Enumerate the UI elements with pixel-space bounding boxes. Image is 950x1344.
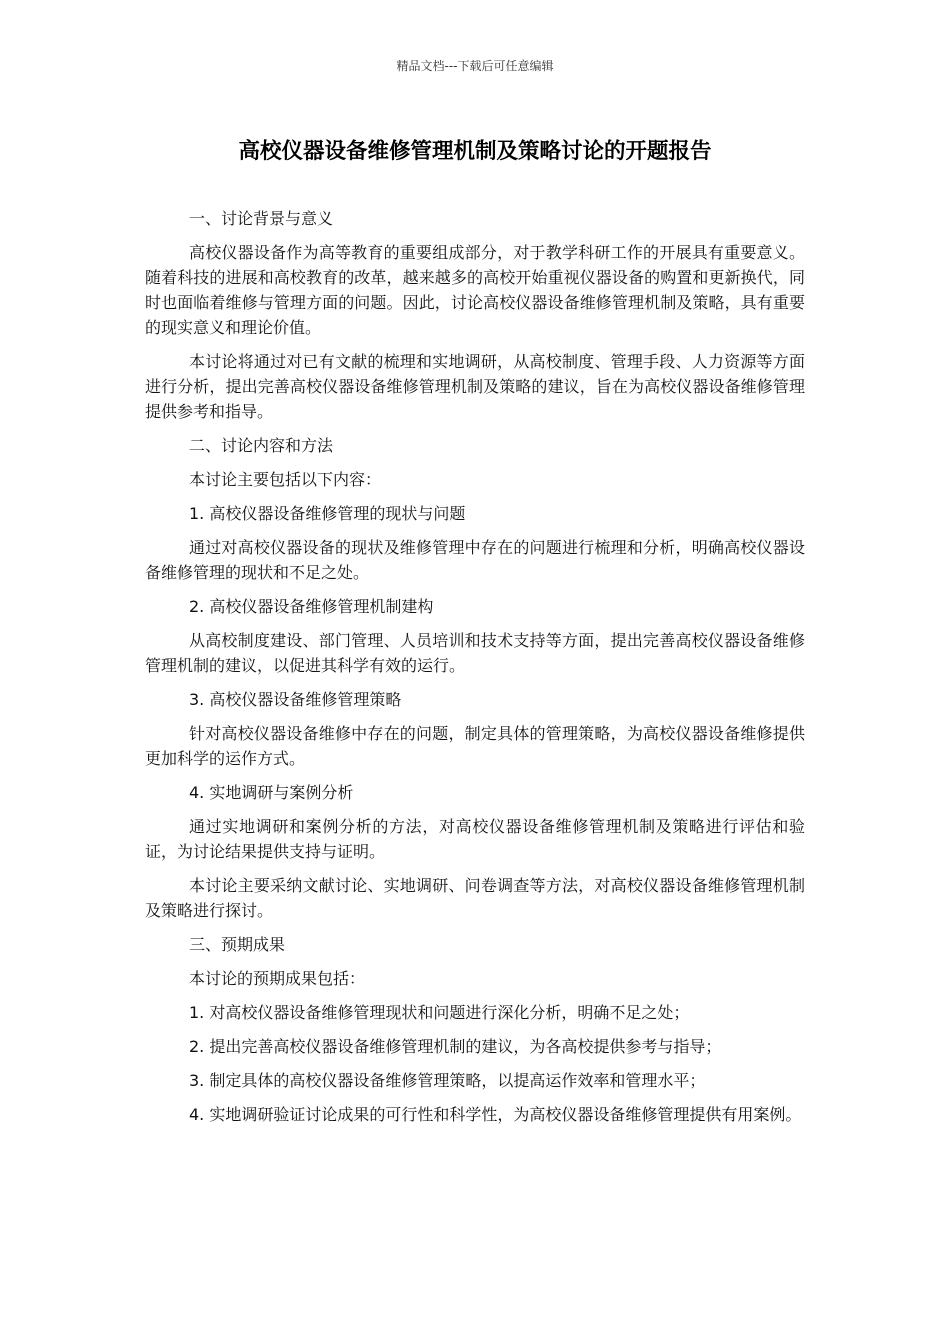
section-heading-content-method: 二、讨论内容和方法 (189, 436, 334, 455)
body-paragraph: 本讨论主要包括以下内容： (189, 470, 382, 489)
list-item-heading: 3. 高校仪器设备维修管理策略 (189, 690, 402, 709)
list-item-heading: 1. 高校仪器设备维修管理的现状与问题 (189, 504, 466, 523)
section-heading-background: 一、讨论背景与意义 (189, 209, 334, 228)
list-item-heading: 4. 实地调研与案例分析 (189, 783, 354, 802)
document-title: 高校仪器设备维修管理机制及策略讨论的开题报告 (238, 139, 712, 164)
body-paragraph: 高校仪器设备作为高等教育的重要组成部分，对于教学科研工作的开展具有重要意义。随着科技的进展和高校教育的改革，越来越多的高校开始重视仪器设备的购置和更新换代，同时也面临着维修与管理方面的问题。因此，讨论高校仪器设备维修管理机制及策略，具有重要的现实意义和理论价值。 (145, 243, 805, 337)
list-item: 4. 实地调研验证讨论成果的可行性和科学性，为高校仪器设备维修管理提供有用案例。 (189, 1105, 802, 1124)
body-paragraph: 本讨论将通过对已有文献的梳理和实地调研，从高校制度、管理手段、人力资源等方面进行分析，提出完善高校仪器设备维修管理机制及策略的建议，旨在为高校仪器设备维修管理提供参考和指导。 (145, 352, 805, 421)
list-item: 1. 对高校仪器设备维修管理现状和问题进行深化分析，明确不足之处； (189, 1003, 690, 1022)
section-heading-expected-results: 三、预期成果 (189, 935, 286, 954)
body-paragraph: 本讨论主要采纳文献讨论、实地调研、问卷调查等方法，对高校仪器设备维修管理机制及策略进行探讨。 (145, 876, 805, 920)
body-paragraph: 本讨论的预期成果包括： (189, 969, 366, 988)
list-item: 2. 提出完善高校仪器设备维修管理机制的建议，为各高校提供参考与指导； (189, 1037, 722, 1056)
list-item: 3. 制定具体的高校仪器设备维修管理策略，以提高运作效率和管理水平； (189, 1071, 706, 1090)
body-paragraph: 从高校制度建设、部门管理、人员培训和技术支持等方面，提出完善高校仪器设备维修管理机制的建议，以促进其科学有效的运行。 (145, 631, 805, 675)
body-paragraph: 通过实地调研和案例分析的方法，对高校仪器设备维修管理机制及策略进行评估和验证，为讨论结果提供支持与证明。 (145, 817, 805, 861)
document-body (145, 206, 805, 1136)
list-item-heading: 2. 高校仪器设备维修管理机制建构 (189, 597, 434, 616)
body-paragraph: 通过对高校仪器设备的现状及维修管理中存在的问题进行梳理和分析，明确高校仪器设备维修管理的现状和不足之处。 (145, 538, 805, 582)
page-header: 精品文档---下载后可任意编辑 (396, 59, 554, 73)
body-paragraph: 针对高校仪器设备维修中存在的问题，制定具体的管理策略，为高校仪器设备维修提供更加科学的运作方式。 (145, 724, 805, 768)
